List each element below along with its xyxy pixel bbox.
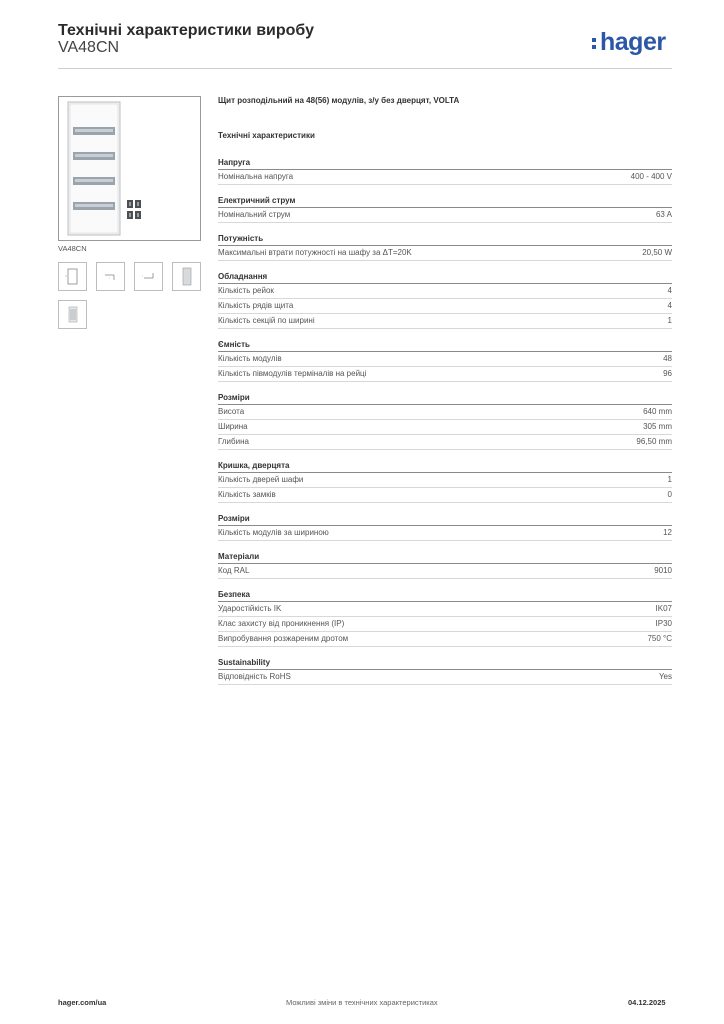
thumbnail-photo-4[interactable] xyxy=(172,262,201,291)
spec-label: Номінальна напруга xyxy=(218,172,294,181)
spec-section-title: Розміри xyxy=(218,391,672,405)
spec-label: Кількість рядів щита xyxy=(218,301,294,310)
board-thumbnail-icon xyxy=(173,263,200,290)
thumbnail-drawing-3[interactable] xyxy=(134,262,163,291)
spec-value: 400 - 400 V xyxy=(630,172,672,181)
distribution-board-image xyxy=(59,97,200,240)
spec-label: Клас захисту від проникнення (IP) xyxy=(218,619,345,628)
spec-row xyxy=(218,170,672,185)
spec-value: 9010 xyxy=(654,566,672,575)
spec-row xyxy=(218,435,672,450)
spec-value: 640 mm xyxy=(643,407,672,416)
spec-section-title: Напруга xyxy=(218,156,672,170)
spec-label: Глибина xyxy=(218,437,249,446)
spec-row xyxy=(218,564,672,579)
spec-row xyxy=(218,473,672,488)
spec-value: 20,50 W xyxy=(642,248,672,257)
spec-row xyxy=(218,632,672,647)
page-title: Технічні характеристики виробу xyxy=(58,22,314,39)
thumbnail-photo-5[interactable] xyxy=(58,300,87,329)
side-view-drawing-icon xyxy=(97,263,124,290)
spec-section-title: Потужність xyxy=(218,232,672,246)
spec-row xyxy=(218,405,672,420)
spec-section xyxy=(218,550,672,579)
spec-section-title: Обладнання xyxy=(218,270,672,284)
spec-row xyxy=(218,314,672,329)
footer-note: Можливі зміни в технічних характеристиках xyxy=(286,998,438,1007)
spec-section xyxy=(218,512,672,541)
spec-label: Номінальний струм xyxy=(218,210,291,219)
spec-section xyxy=(218,232,672,261)
spec-label: Ударостійкість IK xyxy=(218,604,282,613)
spec-row xyxy=(218,284,672,299)
top-view-drawing-icon xyxy=(135,263,162,290)
spec-section xyxy=(218,459,672,503)
spec-row xyxy=(218,367,672,382)
product-code: VA48CN xyxy=(58,39,120,56)
spec-label: Висота xyxy=(218,407,245,416)
footer-date: 04.12.2025 xyxy=(628,998,666,1007)
logo-colon-icon xyxy=(592,35,597,52)
spec-row xyxy=(218,246,672,261)
spec-row xyxy=(218,208,672,223)
product-photo[interactable] xyxy=(58,96,201,241)
spec-value: IP30 xyxy=(655,619,672,628)
board-open-thumbnail-icon xyxy=(59,301,86,328)
spec-row xyxy=(218,526,672,541)
spec-section xyxy=(218,194,672,223)
spec-label: Відповідність RoHS xyxy=(218,672,291,681)
spec-label: Код RAL xyxy=(218,566,250,575)
spec-row xyxy=(218,602,672,617)
spec-section-title: Ємність xyxy=(218,338,672,352)
spec-label: Максимальні втрати потужності на шафу за ΔT=20K xyxy=(218,248,412,257)
spec-section xyxy=(218,656,672,685)
spec-label: Кількість замків xyxy=(218,490,276,499)
spec-value: 0 xyxy=(667,490,672,499)
spec-value: 96,50 mm xyxy=(636,437,672,446)
spec-section-title: Sustainability xyxy=(218,656,672,670)
photo-caption: VA48CN xyxy=(58,244,87,253)
spec-value: 48 xyxy=(663,354,672,363)
specs-heading: Технічні характеристики xyxy=(218,131,315,140)
spec-section-title: Розміри xyxy=(218,512,672,526)
spec-section xyxy=(218,391,672,450)
spec-value: 4 xyxy=(667,286,672,295)
header-divider xyxy=(58,68,672,69)
thumbnail-drawing-1[interactable] xyxy=(58,262,87,291)
spec-section xyxy=(218,338,672,382)
spec-section-title: Електричний струм xyxy=(218,194,672,208)
spec-row xyxy=(218,299,672,314)
spec-value: 63 A xyxy=(655,210,672,219)
product-description: Щит розподільний на 48(56) модулів, з/у без дверцят, VOLTA xyxy=(218,96,460,105)
front-view-drawing-icon xyxy=(59,263,86,290)
hager-logo xyxy=(592,28,666,57)
footer-website[interactable]: hager.com/ua xyxy=(58,998,107,1007)
spec-label: Ширина xyxy=(218,422,248,431)
spec-row xyxy=(218,420,672,435)
spec-row xyxy=(218,352,672,367)
spec-value: Yes xyxy=(658,672,672,681)
spec-row xyxy=(218,617,672,632)
spec-value: 750 °C xyxy=(647,634,672,643)
spec-section-title: Безпека xyxy=(218,588,672,602)
spec-value: IK07 xyxy=(655,604,672,613)
spec-value: 12 xyxy=(663,528,672,537)
logo-text: hager xyxy=(600,28,666,56)
spec-section-title: Матеріали xyxy=(218,550,672,564)
spec-row xyxy=(218,488,672,503)
spec-section xyxy=(218,270,672,329)
spec-value: 1 xyxy=(667,475,672,484)
spec-value: 4 xyxy=(667,301,672,310)
thumbnail-drawing-2[interactable] xyxy=(96,262,125,291)
spec-row xyxy=(218,670,672,685)
spec-value: 1 xyxy=(667,316,672,325)
spec-label: Кількість модулів xyxy=(218,354,282,363)
spec-label: Випробування розжареним дротом xyxy=(218,634,349,643)
spec-section-title: Кришка, дверцята xyxy=(218,459,672,473)
spec-label: Кількість модулів за шириною xyxy=(218,528,329,537)
spec-label: Кількість секцій по ширині xyxy=(218,316,315,325)
spec-section xyxy=(218,156,672,185)
spec-label: Кількість рейок xyxy=(218,286,274,295)
spec-label: Кількість півмодулів терміналів на рейці xyxy=(218,369,367,378)
spec-section xyxy=(218,588,672,647)
spec-label: Кількість дверей шафи xyxy=(218,475,304,484)
spec-value: 305 mm xyxy=(643,422,672,431)
spec-value: 96 xyxy=(663,369,672,378)
specs-table xyxy=(218,156,672,694)
